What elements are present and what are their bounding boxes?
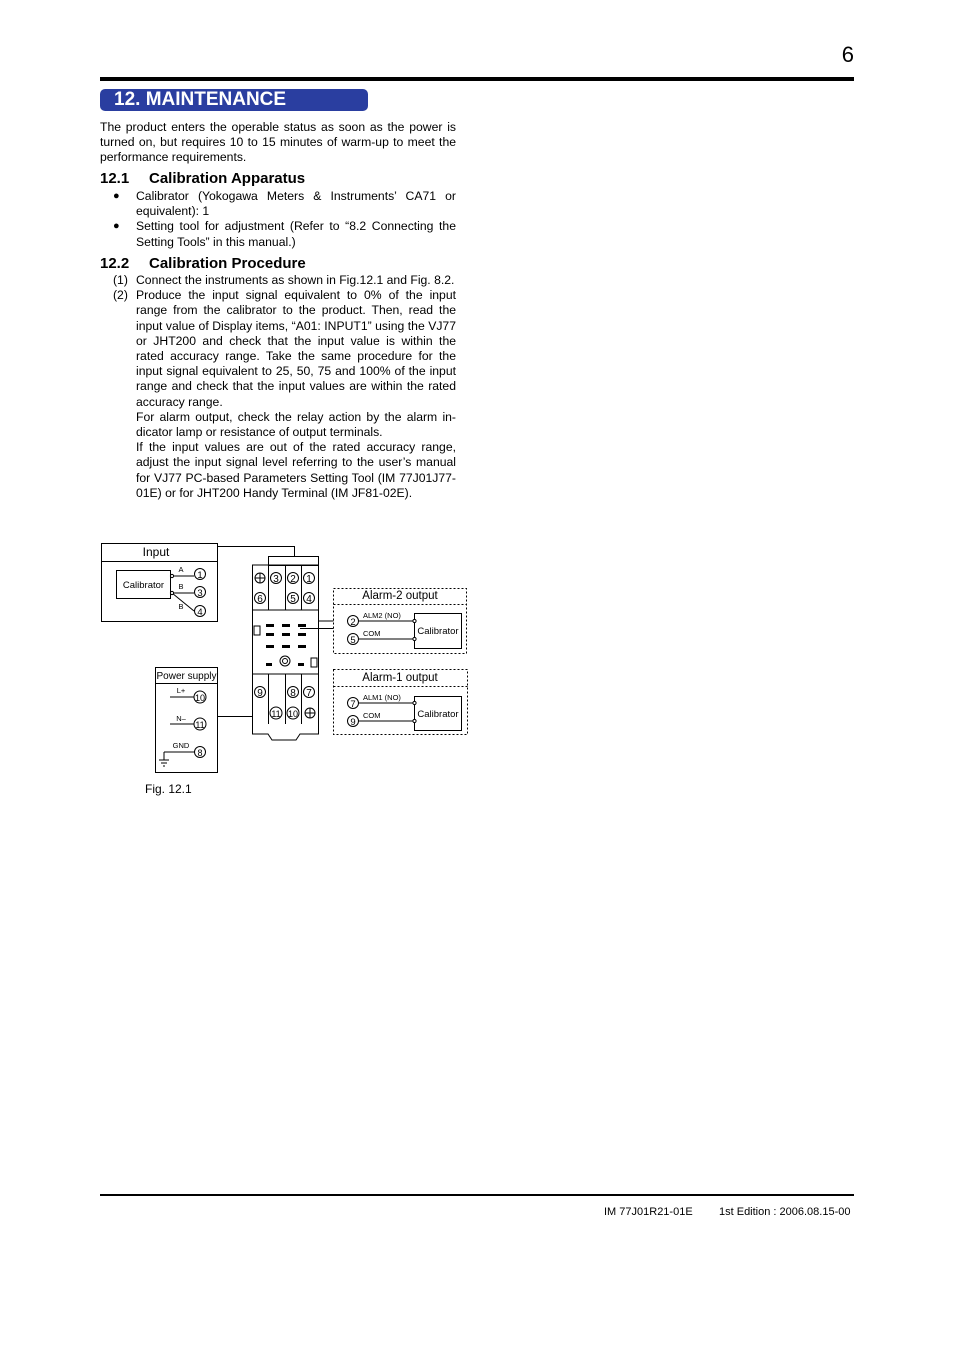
alarm1-terminal-number: 7 <box>350 699 356 710</box>
section-title: 12. MAINTENANCE <box>100 89 368 111</box>
power-label-l: L+ <box>176 686 186 695</box>
alarm2-title: Alarm-2 output <box>362 590 438 602</box>
terminal-b-label: B <box>178 582 184 591</box>
terminal-label: 8 <box>290 688 296 699</box>
bullet-icon: ● <box>113 190 120 202</box>
subsection-number: 12.1 <box>100 170 130 187</box>
terminal-8 <box>288 687 299 700</box>
list-item-text: Setting tool for adjustment (Refer to “8.2 Connecting the Setting Tools” in this manual.) <box>136 219 456 249</box>
alarm-check-paragraph: For alarm output, check the relay action by the alarm in-dicator lamp or resistance of output terminals. <box>136 409 456 440</box>
alarm2-terminal-number: 2 <box>350 617 356 628</box>
figure-caption: Fig. 12.1 <box>145 782 192 796</box>
alarm1-no-label: ALM1 (NO) <box>363 693 401 702</box>
subsection-number: 12.2 <box>100 255 130 272</box>
intro-paragraph: The product enters the operable status as soon as the power is turned on, but requires 10 to 15 minutes of warm-up to meet the performance requirements. <box>100 120 456 165</box>
alarm2-terminal-number: 5 <box>350 635 356 646</box>
terminal-label: 1 <box>306 574 312 585</box>
terminal-4 <box>304 593 315 606</box>
input-terminal-number: 1 <box>197 570 203 581</box>
terminal-label: 9 <box>257 688 263 699</box>
terminal-1 <box>304 573 315 586</box>
terminal-label: 5 <box>290 594 296 605</box>
alarm2-calibrator-label: Calibrator <box>417 626 459 637</box>
terminal-3 <box>271 573 282 586</box>
terminal-b-label: B <box>178 602 184 611</box>
alarm2-no-label: ALM2 (NO) <box>363 611 401 620</box>
alarm1-com-label: COM <box>363 711 381 720</box>
terminal-label: 11 <box>271 709 281 719</box>
alarm1-terminal-number: 9 <box>350 717 356 728</box>
terminal-10 <box>287 707 299 719</box>
adjustment-paragraph: If the input values are out of the rated accuracy range, adjust the input signal level referring to the user’s manual for VJ77 PC-based Parameters Setting Tool (IM 77J01J77-01E) or for JHT200 Handy Terminal (IM JF81-02E). <box>136 440 456 500</box>
power-label-gnd: GND <box>172 741 190 750</box>
power-terminal-number: 11 <box>195 720 205 730</box>
alarm1-calibrator-label: Calibrator <box>417 709 459 720</box>
subsection-title: Calibration Apparatus <box>149 170 306 187</box>
step-text: Produce the input signal equivalent to 0% of the input range from the calibrator to the product. Then, read the input value of Display items, “A01: INPUT1” using the VJ77 or JHT200 and check that the input value is within the rated accuracy range. Take the same procedure for the input signal equivalent to 25, 50, 75 and 100% of the input range and check that the input values are within the rated accuracy range. <box>136 288 456 409</box>
power-label-n: N– <box>176 714 186 723</box>
terminal-label: 4 <box>306 594 312 605</box>
terminal-6 <box>255 593 266 606</box>
terminal-label: 3 <box>273 574 279 585</box>
input-box-title: Input <box>142 545 170 559</box>
terminal-9 <box>255 687 266 700</box>
terminal-label: 10 <box>287 709 299 719</box>
list-item-text: Calibrator (Yokogawa Meters & Instruments’ CA71 or equivalent): 1 <box>136 189 456 219</box>
power-terminal-number: 10 <box>194 693 206 703</box>
terminal-5 <box>288 593 299 606</box>
terminal-label: 6 <box>257 594 263 605</box>
terminal-7 <box>304 687 315 700</box>
step-number: (1) <box>113 273 128 287</box>
alarm2-com-label: COM <box>363 629 381 638</box>
terminal-2 <box>288 573 299 586</box>
step-number: (2) <box>113 288 128 303</box>
input-calibrator-label: Calibrator <box>122 580 165 591</box>
terminal-11 <box>270 707 282 719</box>
subsection-title: Calibration Procedure <box>149 255 306 272</box>
page-number: 6 <box>841 42 854 67</box>
terminal-a-label: A <box>178 565 184 574</box>
footer-rule <box>100 1194 854 1196</box>
power-supply-title: Power supply <box>156 671 217 682</box>
input-terminal-number: 4 <box>197 607 203 618</box>
alarm1-title: Alarm-1 output <box>362 672 438 684</box>
footer-edition: 1st Edition : 2006.08.15-00 <box>719 1206 851 1218</box>
terminal-label: 7 <box>306 688 312 699</box>
power-terminal-number: 8 <box>197 748 203 758</box>
terminal-label: 2 <box>290 574 296 585</box>
input-terminal-number: 3 <box>197 588 203 599</box>
step-text: Connect the instruments as shown in Fig.12.1 and Fig. 8.2. <box>136 273 455 287</box>
footer-doc-number: IM 77J01R21-01E <box>604 1206 693 1218</box>
bullet-icon: ● <box>113 220 120 233</box>
